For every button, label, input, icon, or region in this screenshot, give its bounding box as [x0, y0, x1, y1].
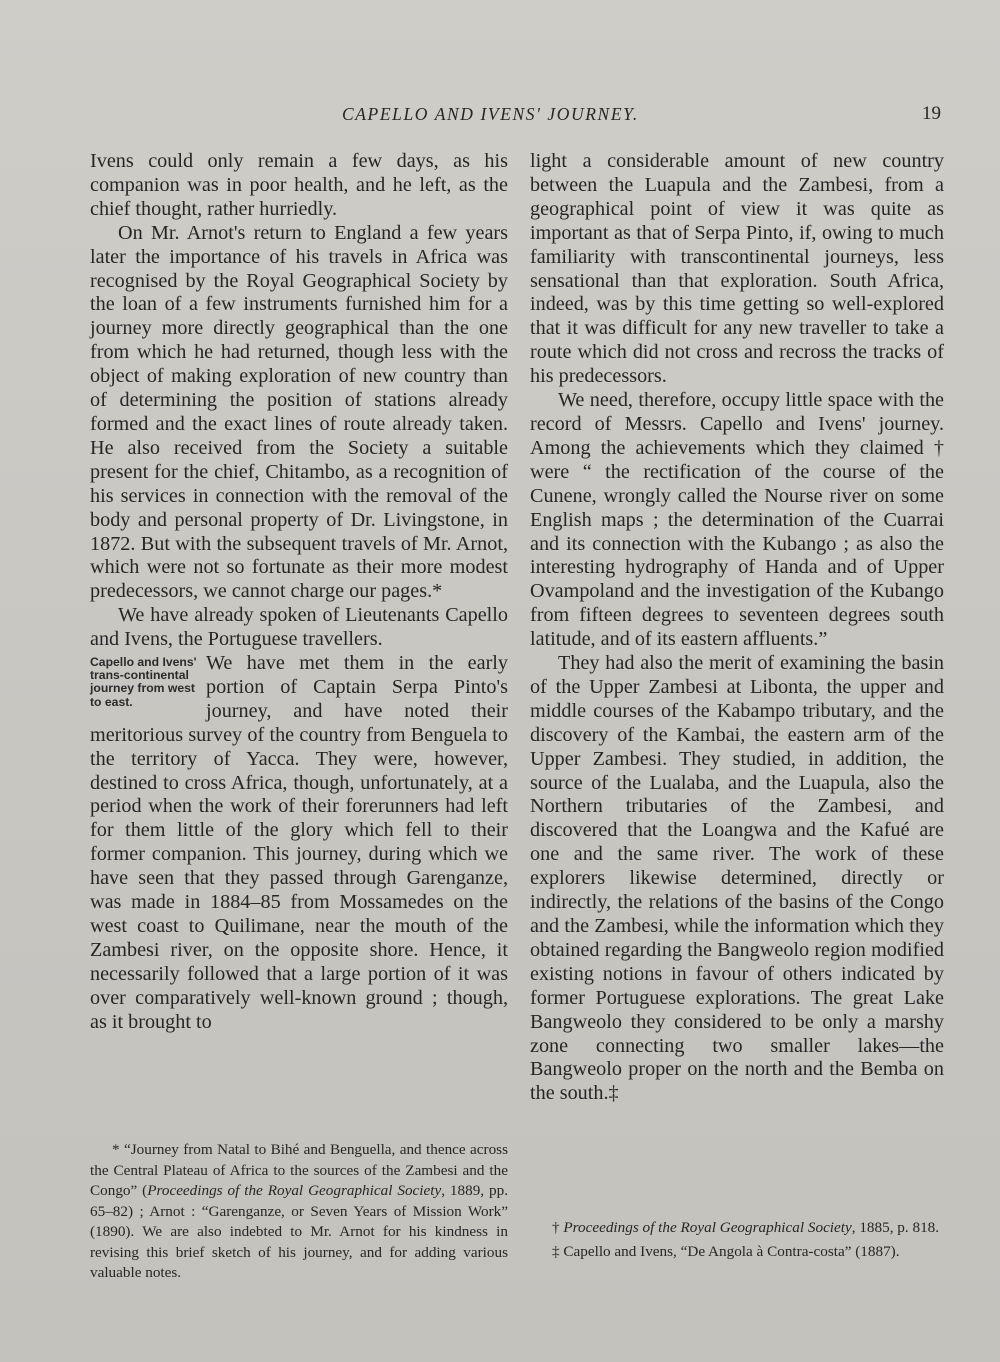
running-head — [0, 104, 1000, 134]
footnote-star — [90, 1140, 508, 1284]
right-paragraph-3: They had also the merit of examining the basin of the Upper Zambesi at Libonta, the upper and middle courses of the Kabampo tributary, and the discovery of the Kambai, the eastern arm of the Upper Zambesi. They studied, in addition, the source of the Lualaba, and the Luapula, also the Northern tributaries of the Zambesi, and discovered that the Loangwa and the Kafué are one and the same river. The work of these explorers likewise determined, directly or indirectly, the relations of the basins of the Congo and the Zambesi, while the information which they obtained regarding the Bangweolo region modified existing notions in favour of others indicated by former Portuguese explorations. The great Lake Bangweolo they considered to be only a marshy zone connecting two smaller lakes—the Bangweolo proper on the north and the Bemba on the south.‡ — [530, 652, 944, 1105]
right-paragraph-2: We need, therefore, occupy little space with the record of Messrs. Capello and Ivens' journey. Among the achievements which they claimed † were “ the rectification of the course of the Cunene, wrongly called the Nourse river on some English maps ; the determination of the Cuarrai and its connection with the Kubango ; as also the interesting hydrography of Handa and of Upper Ovampoland and the investigation of the Kubango from fifteen degrees to seventeen degrees south latitude, and of its eastern affluents.” — [530, 389, 944, 651]
footnote-double-dagger: ‡ Capello and Ivens, “De Angola à Contra-costa” (1887). — [552, 1242, 900, 1260]
right-paragraph-1: light a considerable amount of new country between the Luapula and the Zambesi, from a geographical point of view it was quite as important as that of Serpa Pinto, if, owing to much familiarity with transcontinental journeys, less sensational than that exploration. South Africa, indeed, was by this time getting so well-explored that it was difficult for any new traveller to take a route which did not cross and recross the tracks of his predecessors. — [530, 150, 944, 388]
left-paragraph-3-start: We have already spoken of Lieutenants Capello and Ivens, the Portuguese travellers. — [90, 604, 508, 651]
footnote-star-text-b: , 1889, pp. 65–82) ; Arnot : “Garenganze, or Seven Years of Mission Work” (1890). We are also indebted to Mr. Arnot for his kindness in revising this brief sketch of his journey, and for adding various valuable notes. — [90, 1182, 508, 1281]
footnote-dagger-text: , 1885, p. 818. — [851, 1219, 940, 1236]
footnote-star-journal: Proceedings of the Royal Geographical Society — [147, 1182, 442, 1199]
sidenote-block — [90, 652, 508, 1035]
footnotes-left — [90, 1140, 508, 1284]
left-column — [90, 150, 508, 1035]
page-number: 19 — [922, 103, 941, 124]
footnote-star-text-a: * “Journey from Natal to Bihé and Benguella, and thence across the Central Plateau of Africa to the sources of the Zambesi and the Congo” ( — [90, 1141, 508, 1199]
right-column — [530, 150, 944, 1106]
left-paragraph-1: Ivens could only remain a few days, as his companion was in poor health, and he left, as the chief thought, rather hurriedly. — [90, 150, 508, 220]
footnotes-right — [530, 1218, 944, 1262]
running-title: CAPELLO AND IVENS' JOURNEY. — [342, 104, 639, 124]
footnote-dagger-mark: † — [552, 1219, 564, 1236]
left-paragraph-3-rest: We have met them in the early portion of Captain Serpa Pinto's journey, and have noted their meritorious survey of the country from Benguela to the territory of Yacca. They were, however, destined to cross Africa, though, unfortunately, at a period when the work of their forerunners had left for them little of the glory which fell to their former companion. This journey, during which we have seen that they passed through Garenganze, was made in 1884–85 from Mossamedes on the west coast to Quilimane, near the mouth of the Zambesi river, on the opposite shore. Hence, it necessarily followed that a large portion of it was over comparatively well-known ground ; though, as it brought to — [90, 652, 508, 1033]
footnote-dagger — [530, 1218, 944, 1239]
margin-sidenote: Capello and Ivens' trans-continental journey from west to east. — [90, 655, 197, 709]
footnote-dagger-journal: Proceedings of the Royal Geographical Society — [563, 1219, 852, 1236]
left-paragraph-2: On Mr. Arnot's return to England a few years later the importance of his travels in Africa was recognised by the Royal Geographical Society by the loan of a few instruments furnished him for a journey more directly geographical than the one from which he had returned, though less with the object of making exploration of new country than of determining the position of stations already formed and the exact lines of route already taken. He also received from the Society a suitable present for the chief, Chitambo, as a recognition of his services in connection with the removal of the body and personal property of Dr. Livingstone, in 1872. But with the subsequent travels of Mr. Arnot, which were not so fortunate as their more modest predecessors, we cannot charge our pages.* — [90, 221, 508, 603]
